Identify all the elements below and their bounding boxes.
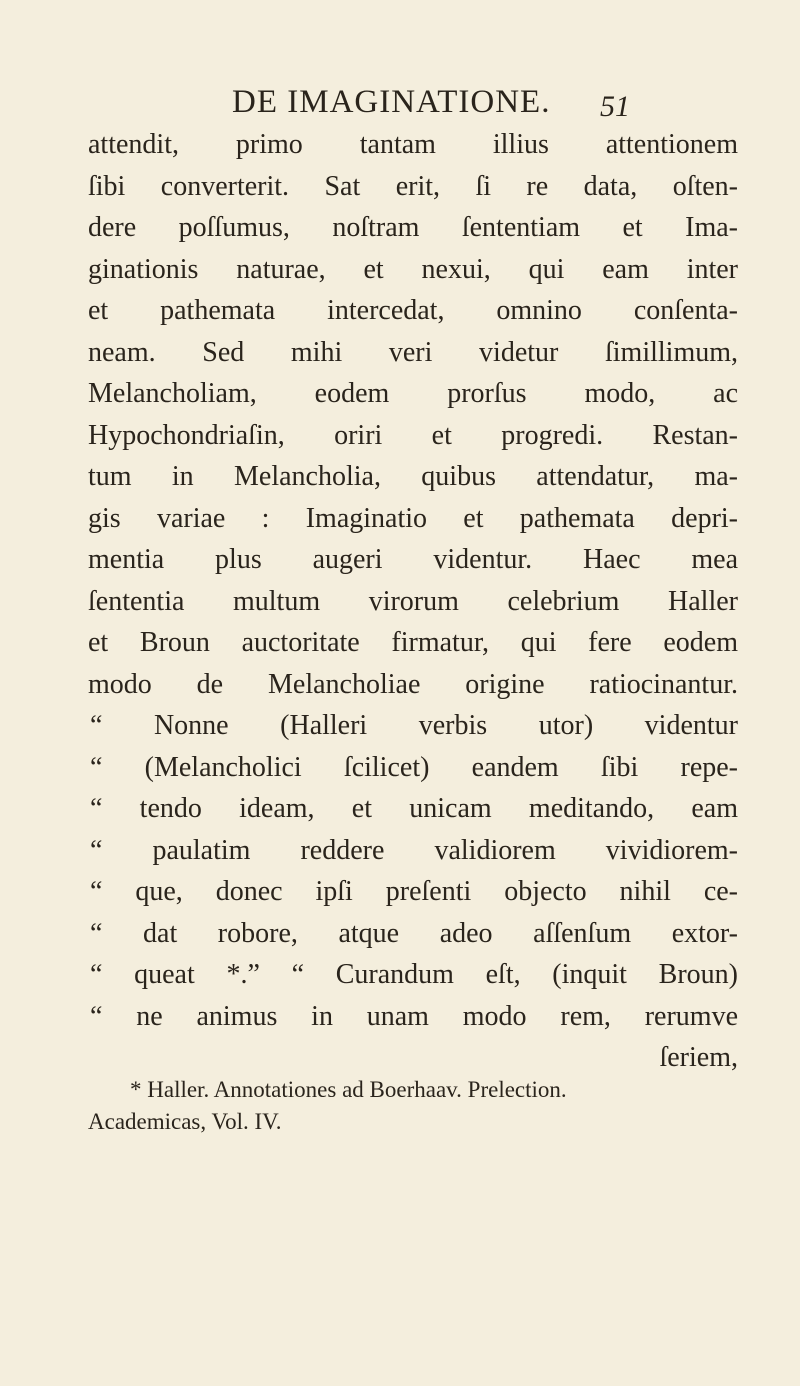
footnote-line: * Haller. Annotationes ad Boerhaav. Prelection. [130,1077,567,1102]
quotation-line: “ que, donec ipſi preſenti objecto nihil ce- [90,876,738,907]
quotation-line: “ paulatim reddere validiorem vividiorem- [90,834,738,866]
quotation-line: “ (Melancholici ſcilicet) eandem ſibi repe- [90,751,738,783]
text-line: attendit, primo tantam illius attentionem [88,129,738,160]
text-line: mentia plus augeri videntur. Haec mea [88,544,738,575]
footnote-line: Academicas, Vol. IV. [88,1109,282,1134]
page-number: 51 [600,90,630,123]
text-line: modo de Melancholiae origine ratiocinantur. [88,668,738,700]
text-line: dere poſſumus, noſtram ſententiam et Ima- [88,212,738,243]
text-line: Hypochondriaſin, oriri et progredi. Restan- [88,419,738,451]
quotation-line: “ queat *.” “ Curandum eſt, (inquit Broun) [90,959,738,990]
text-line: et Broun auctoritate firmatur, qui fere eodem [88,627,738,658]
text-line: et pathemata intercedat, omnino conſenta- [88,295,738,326]
text-line: ſententia multum virorum celebrium Haller [88,585,738,617]
text-line: gis variae : Imaginatio et pathemata depri- [88,502,738,534]
quotation-line: “ Nonne (Halleri verbis utor) videntur [90,710,738,741]
footnote [88,1074,738,1138]
body-text [88,124,738,1079]
running-head: DE IMAGINATIONE. [232,84,551,120]
text-line: tum in Melancholia, quibus attendatur, ma- [88,461,738,492]
text-line: Melancholiam, eodem prorſus modo, ac [88,378,738,409]
quotation-line: “ tendo ideam, et unicam meditando, eam [90,793,738,824]
text-line: ginationis naturae, et nexui, qui eam inter [88,253,738,285]
quotation-line: “ dat robore, atque adeo aſſenſum extor- [90,917,738,949]
quotation-line: “ ne animus in unam modo rem, rerumve [90,1000,738,1032]
text-line: neam. Sed mihi veri videtur ſimillimum, [88,336,738,368]
catchword: ſeriem, [659,1042,738,1073]
text-line: ſibi converterit. Sat erit, ſi re data, oſten- [88,170,738,202]
